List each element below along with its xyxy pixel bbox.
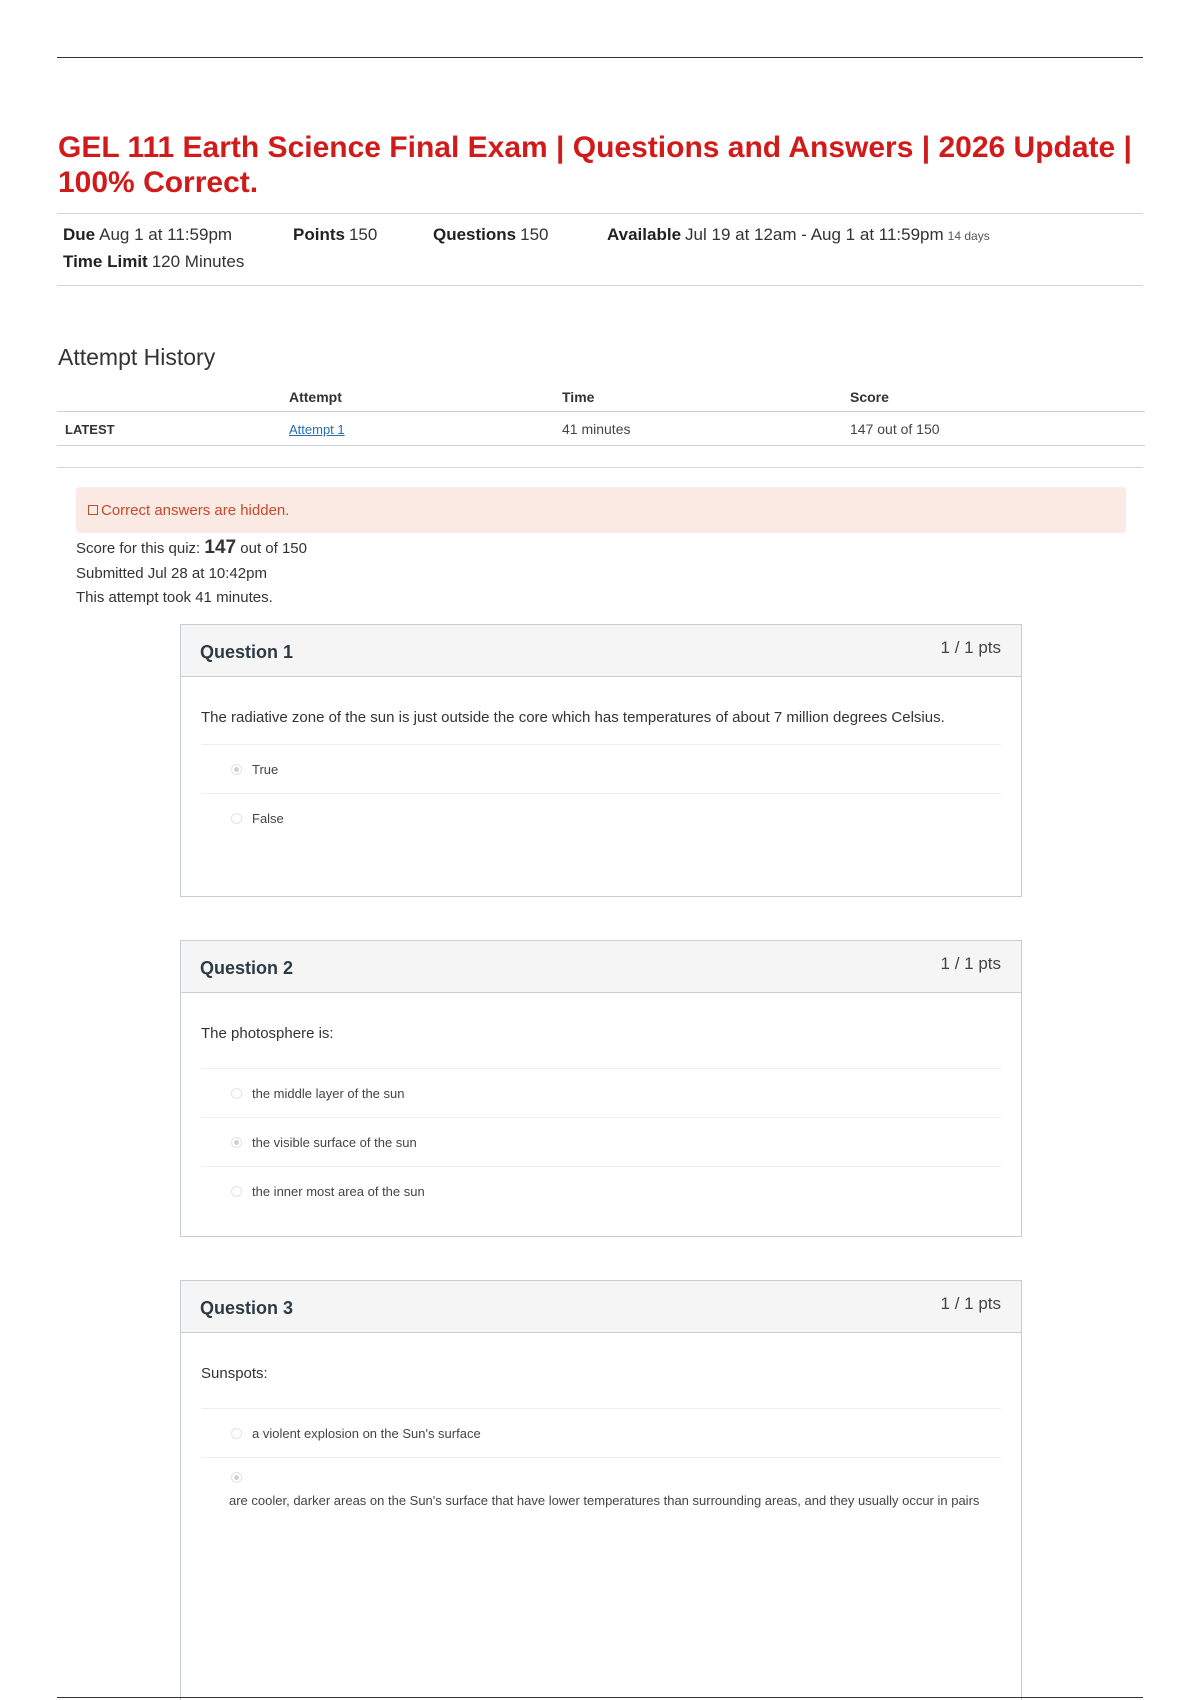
- attempt-history-header-row: [57, 385, 1145, 412]
- answer-option[interactable]: [201, 1408, 1001, 1457]
- question-header: [181, 1281, 1021, 1333]
- points-label: Points: [293, 225, 345, 244]
- attempt-cell: [281, 412, 554, 446]
- duration-line: This attempt took 41 minutes.: [76, 589, 273, 606]
- warning-icon: [88, 505, 98, 515]
- question-header: [181, 941, 1021, 993]
- time-limit-label: Time Limit: [63, 252, 148, 271]
- answer-option[interactable]: [201, 1457, 1001, 1554]
- answer-option[interactable]: [201, 1117, 1001, 1166]
- answer-list: [201, 1068, 1001, 1215]
- question-body: [181, 993, 1021, 1215]
- answer-text: the inner most area of the sun: [252, 1183, 425, 1199]
- question-body: [181, 1333, 1021, 1554]
- available-value: Jul 19 at 12am - Aug 1 at 11:59pm: [685, 225, 944, 244]
- radio-selected-icon[interactable]: [231, 1472, 242, 1483]
- available-days: 14 days: [947, 229, 990, 243]
- page-top-rule: [57, 57, 1143, 58]
- time-cell: 41 minutes: [554, 412, 842, 446]
- radio-icon[interactable]: [231, 813, 242, 824]
- question-points: 1 / 1 pts: [940, 954, 1001, 973]
- quiz-score-line: [76, 537, 307, 559]
- time-limit-value: 120 Minutes: [151, 252, 245, 271]
- question-points: 1 / 1 pts: [940, 638, 1001, 657]
- question-text: Sunspots:: [201, 1365, 268, 1382]
- radio-selected-icon[interactable]: [231, 764, 242, 775]
- page-title: GEL 111 Earth Science Final Exam | Questions and Answers | 2026 Update | 100% Correct.: [58, 131, 1132, 199]
- col-attempt: Attempt: [281, 385, 554, 412]
- answer-list: [201, 744, 1001, 842]
- alert-text: Correct answers are hidden.: [101, 501, 290, 519]
- questions-label: Questions: [433, 225, 517, 244]
- col-blank: [57, 385, 281, 412]
- submission-divider: [57, 467, 1143, 468]
- meta-questions: [433, 225, 549, 245]
- question-title: Question 1: [200, 642, 294, 662]
- col-score: Score: [842, 385, 1145, 412]
- table-row: [57, 412, 1145, 446]
- question-card-2: [180, 940, 1022, 1237]
- meta-points: [293, 225, 377, 245]
- attempt-history-title: Attempt History: [58, 344, 216, 370]
- question-title: Question 2: [200, 958, 294, 978]
- radio-icon[interactable]: [231, 1428, 242, 1439]
- answer-text: a violent explosion on the Sun's surface: [252, 1425, 481, 1441]
- due-label: Due: [63, 225, 96, 244]
- quiz-header-top-rule: [57, 213, 1143, 214]
- answer-text: True: [252, 761, 279, 777]
- meta-due: [63, 225, 232, 245]
- points-value: 150: [348, 225, 378, 244]
- answer-text: the middle layer of the sun: [252, 1085, 405, 1101]
- latest-label: LATEST: [57, 412, 281, 446]
- score-cell: 147 out of 150: [842, 412, 1145, 446]
- available-label: Available: [607, 225, 682, 244]
- answer-text: are cooler, darker areas on the Sun's surface that have lower temperatures than surrounding areas, and they usually occur in pairs: [229, 1493, 980, 1508]
- score-prefix: Score for this quiz:: [76, 540, 201, 557]
- answer-text: False: [252, 810, 284, 826]
- score-suffix: out of 150: [240, 540, 307, 557]
- meta-time-limit: [63, 252, 244, 272]
- question-body: [181, 677, 1021, 842]
- question-points: 1 / 1 pts: [940, 1294, 1001, 1313]
- score-value: 147: [204, 537, 237, 558]
- col-time: Time: [554, 385, 842, 412]
- answer-option[interactable]: [201, 744, 1001, 793]
- answer-option[interactable]: [201, 793, 1001, 842]
- radio-selected-icon[interactable]: [231, 1137, 242, 1148]
- answer-option[interactable]: [201, 1166, 1001, 1215]
- answer-text: the visible surface of the sun: [252, 1134, 417, 1150]
- question-text: The radiative zone of the sun is just outside the core which has temperatures of about 7 million degrees Celsius.: [201, 709, 945, 726]
- attempt-link[interactable]: Attempt 1: [289, 422, 345, 437]
- question-title: Question 3: [200, 1298, 294, 1318]
- attempt-history-table: [57, 385, 1145, 446]
- quiz-header-bottom-rule: [57, 285, 1143, 286]
- question-card-1: [180, 624, 1022, 897]
- radio-icon[interactable]: [231, 1186, 242, 1197]
- answers-hidden-alert: [76, 487, 1126, 533]
- due-value: Aug 1 at 11:59pm: [99, 225, 233, 244]
- answer-list: [201, 1408, 1001, 1554]
- question-card-3: [180, 1280, 1022, 1700]
- question-header: [181, 625, 1021, 677]
- radio-icon[interactable]: [231, 1088, 242, 1099]
- questions-value: 150: [520, 225, 549, 244]
- meta-available: [607, 225, 990, 245]
- submitted-line: Submitted Jul 28 at 10:42pm: [76, 565, 267, 582]
- page-bottom-rule: [57, 1697, 1143, 1698]
- answer-option[interactable]: [201, 1068, 1001, 1117]
- question-text: The photosphere is:: [201, 1025, 334, 1042]
